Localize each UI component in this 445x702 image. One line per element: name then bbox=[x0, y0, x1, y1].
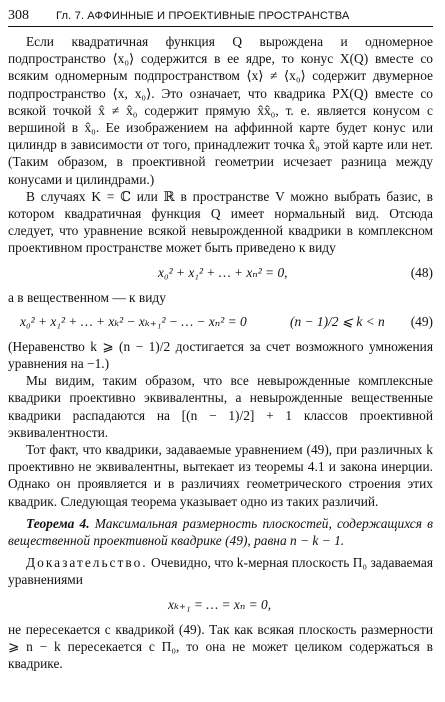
paragraph-inertia: Тот факт, что квадрики, задаваемые уравнением (49), при различных k проективно не эквивалентны, вытекает из теоремы 4.1 и закона инерции. Однако он проявляется и в различиях геометрического строения этих квадрик. Следующая теорема указывает одно из таких различий. bbox=[8, 442, 433, 509]
theorem-statement: Максимальная размерность плоскостей, содержащихся в вещественной проективной квадрике (49), равна n − k − 1. bbox=[8, 515, 433, 549]
paragraph-classes: Мы видим, таким образом, что все невырожденные комплексные квадрики проективно эквивалентны, а невырожденные вещественные квадрики распадаются на [(n − 1)/2] + 1 классов проективной эквивалентности. bbox=[8, 373, 433, 440]
paragraph-inequality-note: (Неравенство k ⩾ (n − 1)/2 достигается за счет возможного умножения уравнения на −1.) bbox=[8, 338, 433, 372]
proof-paragraph bbox=[8, 554, 433, 588]
equation-48-formula: x₀² + x₁² + … + xₙ² = 0, bbox=[158, 264, 288, 280]
proof-label: Доказательство. bbox=[26, 555, 148, 571]
proof-text: Очевидно, что k-мерная плоскость Π₀ задаваемая уравнениями bbox=[8, 555, 433, 588]
paragraph-real-case: а в вещественном — к виду bbox=[8, 289, 166, 305]
equation-48-number: (48) bbox=[410, 264, 433, 280]
paragraph-cone: Если квадратичная функция Q вырождена и одномерное подпространство ⟨x₀⟩ содержится в ее ядре, то конус X(Q) вместе со всяким одномерным подпространством ⟨x⟩ ≠ ⟨x₀⟩ содержит двумерное подпространство ⟨x, x₀⟩. Это означает, что квадрика PX(Q) вместе со всякой точкой x̂ ≠ x̂₀ содержит прямую x̂x̂₀, т. е. является конусом с вершиной в x̂₀. Ее изображением на аффинной карте будет конус или цилиндр в зависимости от того, принадлежит точка x̂₀ этой карте или нет. (Таким образом, в проективной геометрии исчезает разница между конусами и цилиндрами.) bbox=[8, 34, 433, 187]
theorem-label: Теорема 4. bbox=[26, 515, 90, 531]
page-number: 308 bbox=[8, 8, 29, 23]
equation-48 bbox=[8, 259, 433, 287]
paragraph-normal-form: В случаях K = ℂ или ℝ в пространстве V можно выбрать базис, в котором квадратичная функция Q имеет нормальный вид. Отсюда следует, что уравнение всякой невырожденной квадрики в комплексном проективном пространстве может быть приведено к виду bbox=[8, 188, 433, 256]
equation-49-number: (49) bbox=[410, 313, 433, 329]
equation-49 bbox=[8, 308, 433, 336]
equation-proof-formula: xₖ₊₁ = … = xₙ = 0, bbox=[168, 596, 272, 612]
paragraph-conclusion: не пересекается с квадрикой (49). Так как всякая плоскость размерности ⩾ n − k пересекается с Π₀, то она не может целиком содержаться в квадрике. bbox=[8, 621, 433, 672]
equation-49-condition: (n − 1)/2 ⩽ k < n bbox=[290, 313, 385, 329]
theorem-4 bbox=[8, 515, 433, 549]
equation-proof bbox=[8, 591, 433, 619]
running-title: Гл. 7. АФФИННЫЕ И ПРОЕКТИВНЫЕ ПРОСТРАНСТВА bbox=[56, 10, 350, 22]
equation-49-formula: x₀² + x₁² + … + xₖ² − xₖ₊₁² − … − xₙ² = 0 bbox=[20, 313, 247, 329]
page-body bbox=[8, 33, 433, 672]
running-header bbox=[8, 6, 433, 27]
